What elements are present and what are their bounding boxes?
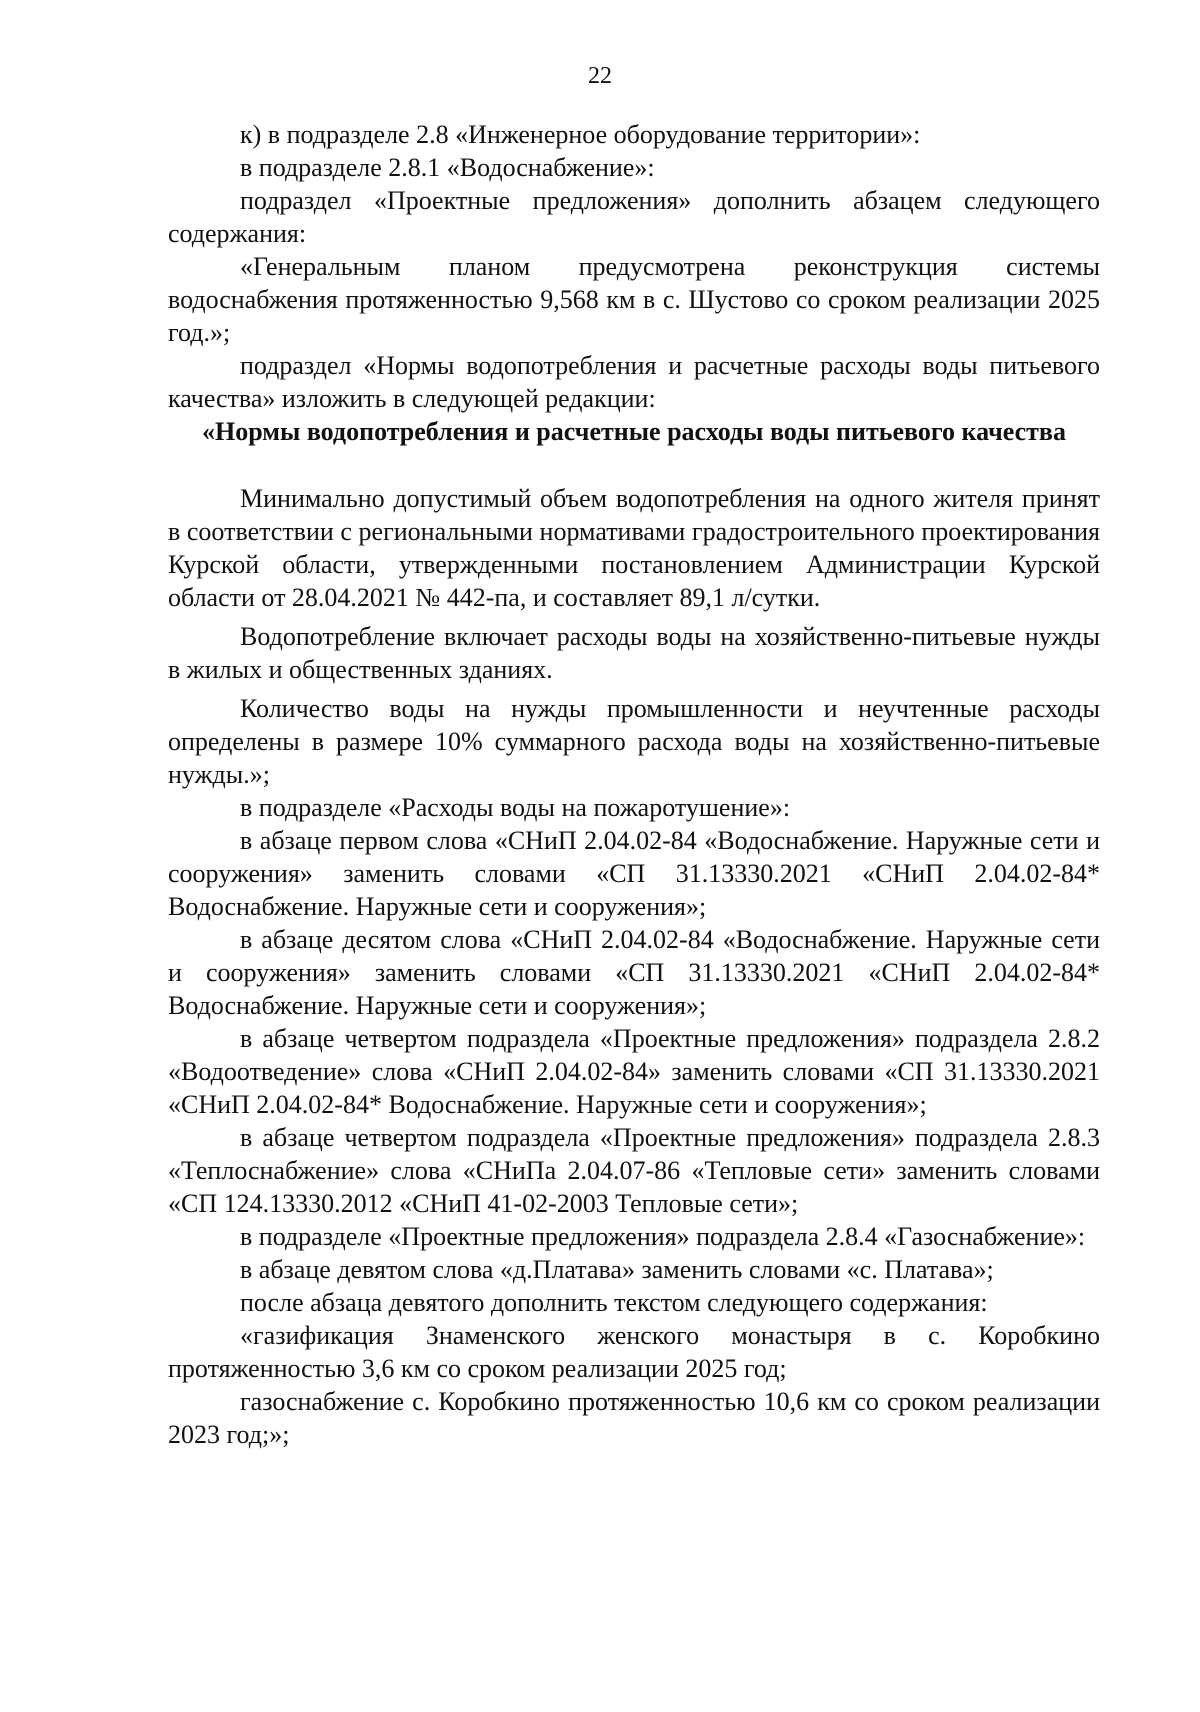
heading-spacer xyxy=(168,448,1100,482)
paragraph: в абзаце четвертом подраздела «Проектные предложения» подраздела 2.8.3 «Теплоснабжение» слова «СНиПа 2.04.07-86 «Тепловые сети» заменить словами «СП 124.13330.2012 «СНиП 41-02-2003 Тепловые сети»; xyxy=(168,1123,1100,1218)
paragraph: в абзаце четвертом подраздела «Проектные предложения» подраздела 2.8.2 «Водоотведение» слова «СНиП 2.04.02-84» заменить словами «СП 31.13330.2021 «СНиП 2.04.02-84* Водоснабжение. Наружные сети и сооружения»; xyxy=(168,1024,1100,1119)
paragraph: после абзаца девятого дополнить текстом следующего содержания: xyxy=(240,1288,988,1317)
section-heading: «Нормы водопотребления и расчетные расходы воды питьевого качества xyxy=(202,417,1066,446)
document-body xyxy=(168,118,1100,1451)
paragraph: Количество воды на нужды промышленности и неучтенные расходы определены в размере 10% суммарного расхода воды на хозяйственно-питьевые нужды.»; xyxy=(168,694,1100,789)
paragraph: подраздел «Проектные предложения» дополнить абзацем следующего содержания: xyxy=(168,186,1100,248)
paragraph: в абзаце десятом слова «СНиП 2.04.02-84 «Водоснабжение. Наружные сети и сооружения» заменить словами «СП 31.13330.2021 «СНиП 2.04.02-84* Водоснабжение. Наружные сети и сооружения»; xyxy=(168,925,1100,1020)
paragraph: Минимально допустимый объем водопотребления на одного жителя принят в соответствии с региональными нормативами градостроительного проектирования Курской области, утвержденными постановлением Администрации Курской области от 28.04.2021 № 442-па, и составляет 89,1 л/сутки. xyxy=(168,484,1100,612)
paragraph: газоснабжение с. Коробкино протяженностью 10,6 км со сроком реализации 2023 год;»; xyxy=(168,1387,1100,1449)
paragraph: подраздел «Нормы водопотребления и расчетные расходы воды питьевого качества» изложить в следующей редакции: xyxy=(168,351,1100,413)
paragraph: в абзаце девятом слова «д.Платава» заменить словами «с. Платава»; xyxy=(240,1255,994,1284)
paragraph: в абзаце первом слова «СНиП 2.04.02-84 «Водоснабжение. Наружные сети и сооружения» заменить словами «СП 31.13330.2021 «СНиП 2.04.02-84* Водоснабжение. Наружные сети и сооружения»; xyxy=(168,826,1100,921)
page-number: 22 xyxy=(588,63,612,89)
paragraph: в подразделе 2.8.1 «Водоснабжение»: xyxy=(240,153,655,182)
paragraph: в подразделе «Проектные предложения» подраздела 2.8.4 «Газоснабжение»: xyxy=(240,1222,1086,1251)
paragraph: к) в подразделе 2.8 «Инженерное оборудование территории»: xyxy=(240,120,921,149)
paragraph: Водопотребление включает расходы воды на хозяйственно-питьевые нужды в жилых и общественных зданиях. xyxy=(168,622,1100,684)
paragraph: «Генеральным планом предусмотрена реконструкция системы водоснабжения протяженностью 9,568 км в с. Шустово со сроком реализации 2025 год.»; xyxy=(168,252,1100,347)
paragraph: «газификация Знаменского женского монастыря в с. Коробкино протяженностью 3,6 км со сроком реализации 2025 год; xyxy=(168,1321,1100,1383)
paragraph: в подразделе «Расходы воды на пожаротушение»: xyxy=(240,793,791,822)
